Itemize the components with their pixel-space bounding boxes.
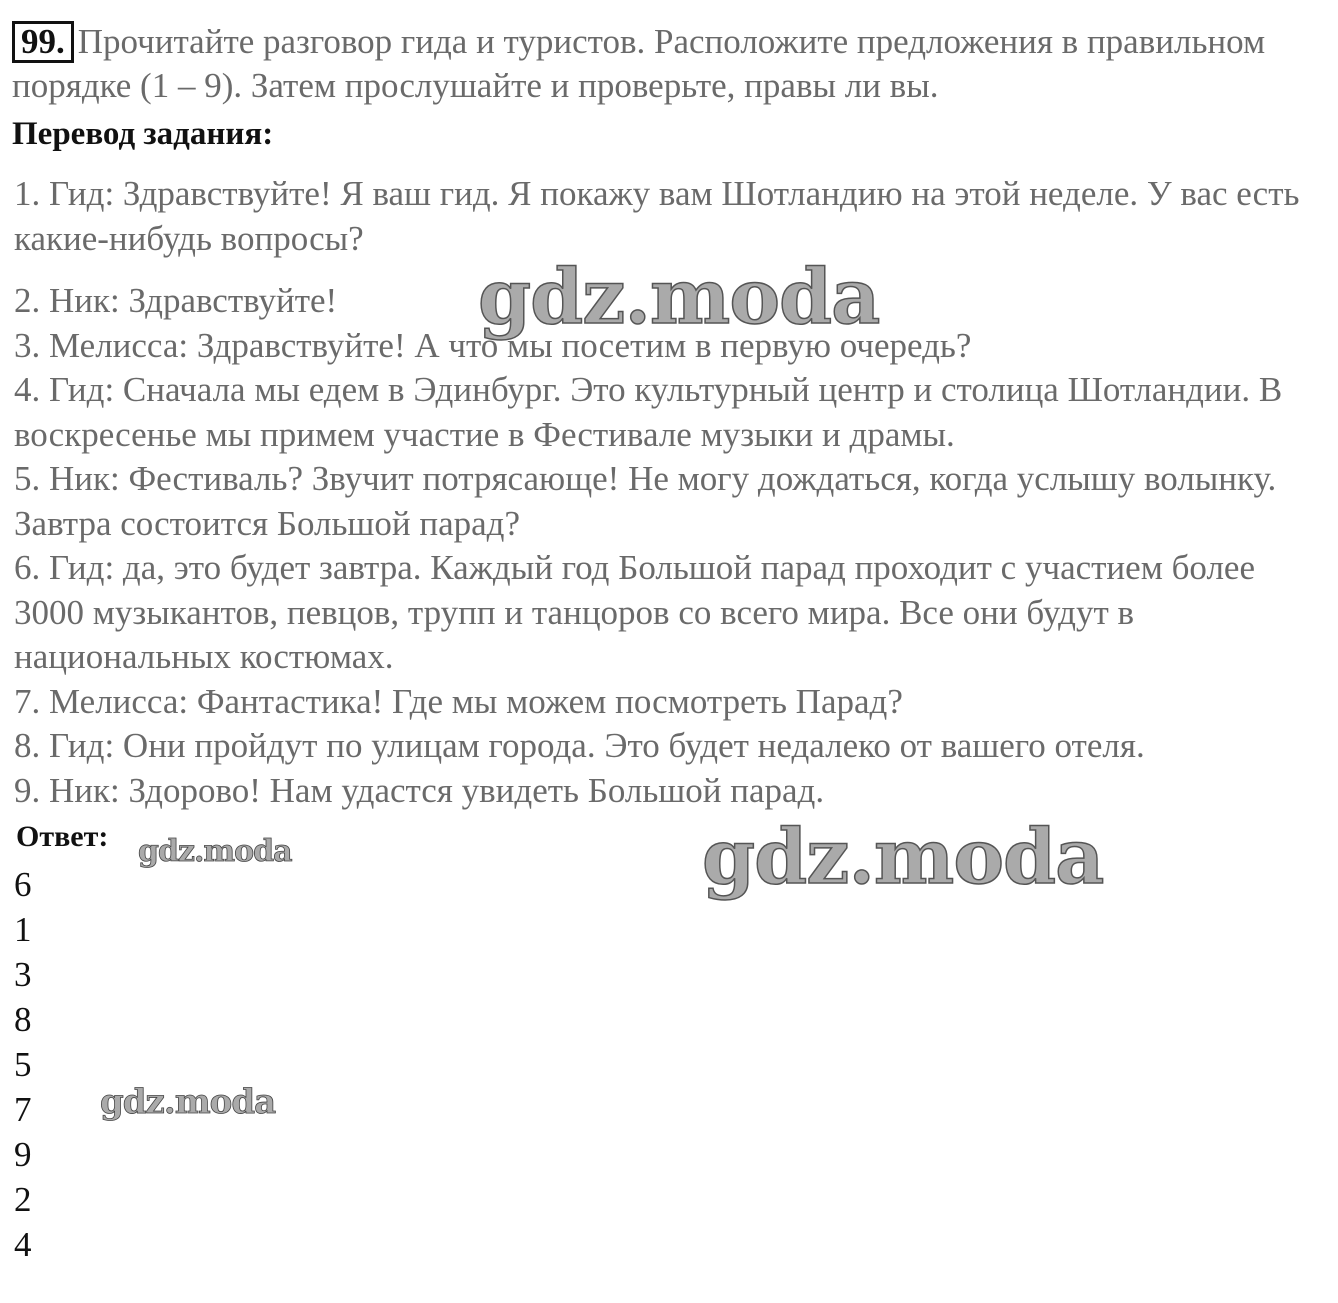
dialogue-line: 5. Ник: Фестиваль? Звучит потрясающе! Не могу дождаться, когда услышу волынку. Завтра состоится Большой парад? bbox=[14, 459, 1277, 543]
answer-item: 7 bbox=[14, 1090, 32, 1129]
answer-label: Ответ: bbox=[16, 820, 109, 853]
dialogue-line: 1. Гид: Здравствуйте! Я ваш гид. Я покажу вам Шотландию на этой неделе. У вас есть какие-нибудь вопросы? bbox=[14, 174, 1300, 258]
answer-item: 5 bbox=[14, 1045, 32, 1084]
answer-item: 4 bbox=[14, 1225, 32, 1264]
dialogue-line: 6. Гид: да, это будет завтра. Каждый год Большой парад проходит с участием более 3000 музыкантов, певцов, трупп и танцоров со всего мира. Все они будут в национальных костюмах. bbox=[14, 548, 1255, 676]
task-text: Прочитайте разговор гида и туристов. Расположите предложения в правильном порядке (1 – 9). Затем прослушайте и проверьте, правы ли вы. bbox=[12, 22, 1266, 105]
dialogue-line: 4. Гид: Сначала мы едем в Эдинбург. Это культурный центр и столица Шотландии. В воскресенье мы примем участие в Фестивале музыки и драмы. bbox=[14, 370, 1283, 454]
dialogue-line: 2. Ник: Здравствуйте! bbox=[14, 281, 338, 320]
dialogue-line: 9. Ник: Здорово! Нам удастся увидеть Большой парад. bbox=[14, 770, 825, 810]
watermark: gdz.moda bbox=[138, 834, 292, 869]
answer-item: 8 bbox=[14, 1000, 32, 1039]
answer-item: 6 bbox=[14, 865, 32, 904]
dialogue-line: 7. Мелисса: Фантастика! Где мы можем посмотреть Парад? bbox=[14, 681, 903, 721]
watermark: gdz.moda bbox=[478, 252, 880, 341]
answer-item: 3 bbox=[14, 955, 32, 994]
task-instruction bbox=[12, 20, 1322, 108]
answer-item: 9 bbox=[14, 1135, 32, 1174]
answer-item: 2 bbox=[14, 1180, 32, 1219]
watermark: gdz.moda bbox=[100, 1082, 276, 1122]
dialogue-line: 3. Мелисса: Здравствуйте! А что мы посетим в первую очередь? bbox=[14, 325, 972, 365]
task-number: 99. bbox=[12, 21, 74, 63]
answer-list bbox=[14, 862, 32, 1267]
dialogue-line: 8. Гид: Они пройдут по улицам города. Это будет недалеко от вашего отеля. bbox=[14, 726, 1145, 765]
answer-item: 1 bbox=[14, 910, 32, 949]
translation-heading: Перевод задания: bbox=[12, 116, 274, 152]
watermark: gdz.moda bbox=[702, 812, 1104, 901]
